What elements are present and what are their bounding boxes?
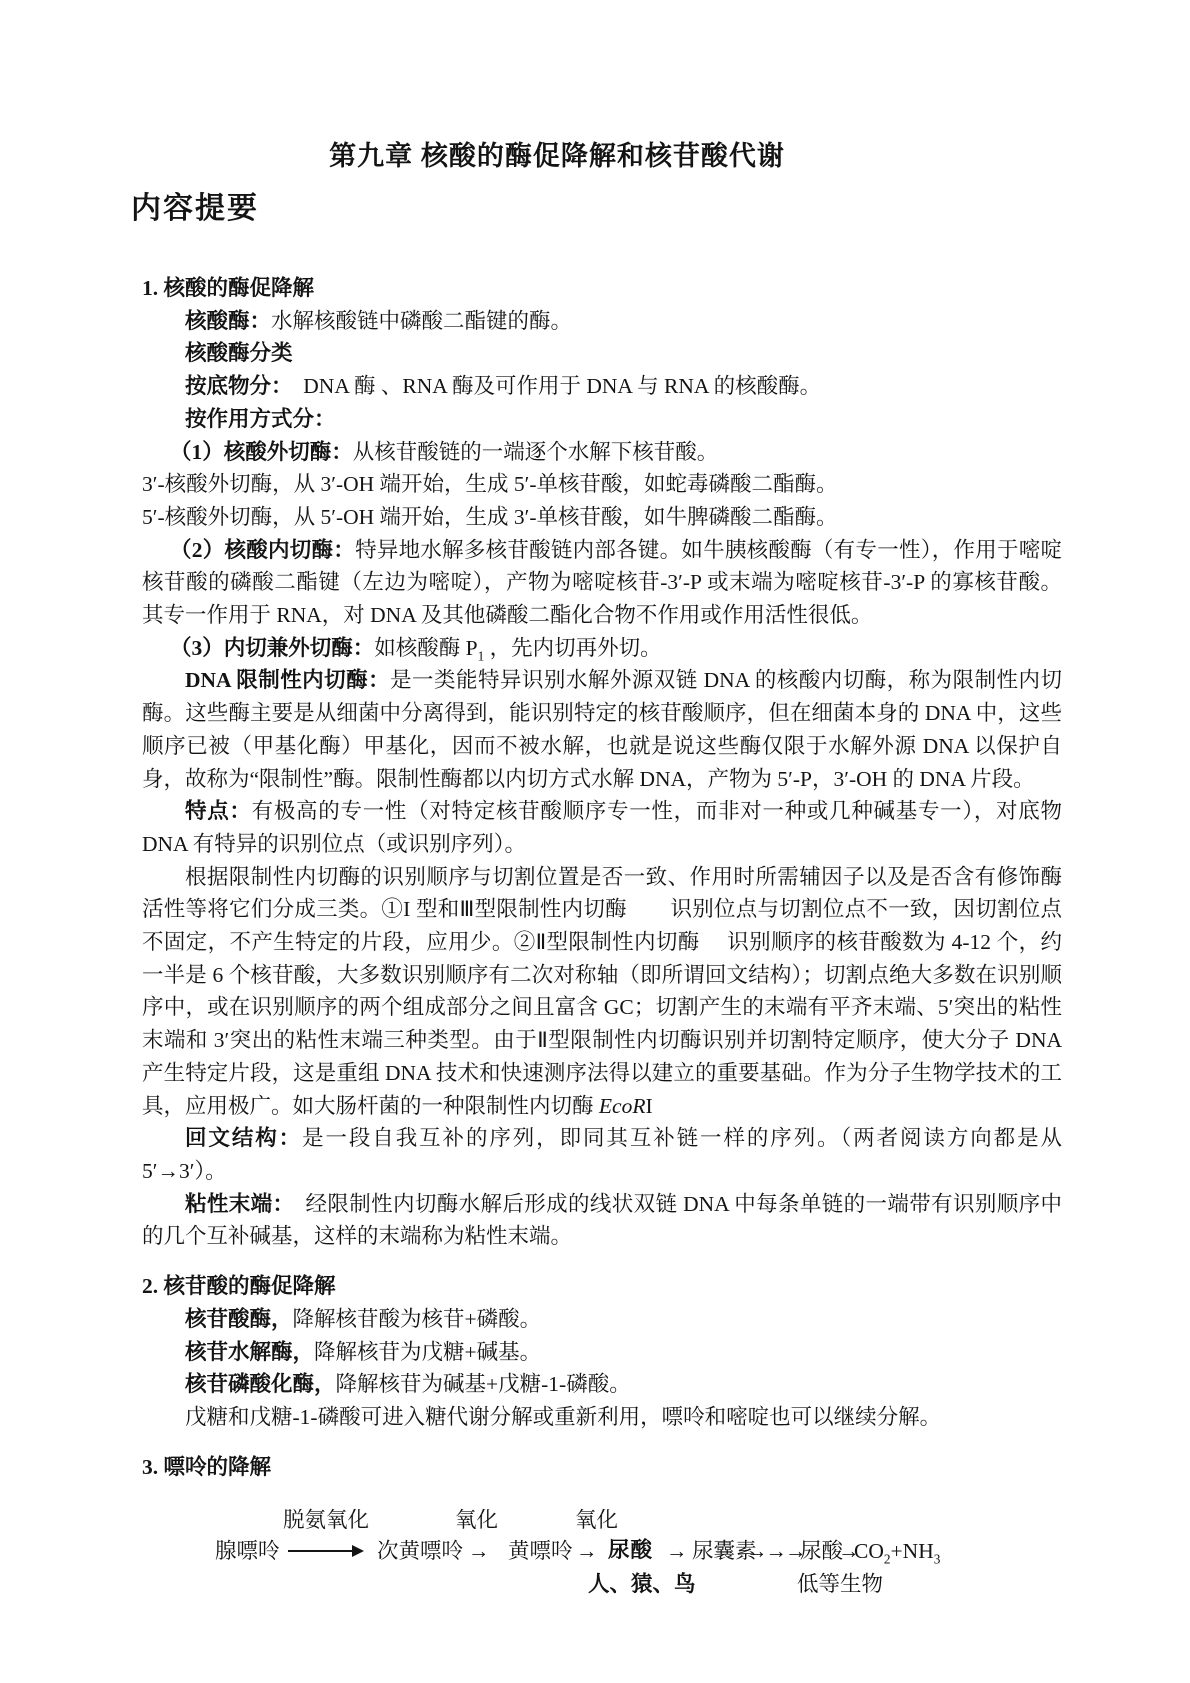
formula-co-subscript: 2	[883, 1551, 891, 1567]
text-segment: 根据限制性内切酶的识别顺序与切割位置是否一致、作用时所需辅因子以及是否含有修饰酶活性等将它们分成三类。①I 型和Ⅲ型限制性内切酶 识别位点与切割位点不一致，因切割位点不固定，不产生特定的片段，应用少。②Ⅱ型限制性内切酶 识别顺序的核苷酸数为 4-12 个，约一半是 6 个核苷酸，大多数识别顺序有二次对称轴（即所谓回文结构）；切割点绝大多数在识别顺序中，或在识别顺序的两个组成部分之间且富含 GC；切割产生的末端有平齐末端、5′突出的粘性末端和 3′突出的粘性末端三种类型。由于Ⅱ型限制性内切酶识别并切割特定顺序，使大分子 DNA 产生特定片段，这是重组 DNA 技术和快速测序法得以建立的重要基础。作为分子生物学技术的工具，应用极广。如大肠杆菌的一种限制性内切酶	[142, 864, 1062, 1118]
node-allantoin: 尿囊素	[692, 1539, 757, 1564]
formula-nh-subscript: 3	[933, 1551, 941, 1567]
para-nuclease-definition	[142, 305, 1062, 338]
text-segment: 1	[477, 648, 485, 664]
para-5prime-exonuclease	[142, 501, 1062, 534]
node-adenine: 腺嘌呤	[215, 1539, 280, 1564]
para-nucleotidase	[142, 1303, 1062, 1336]
heading-3-purine-degradation	[142, 1451, 1062, 1484]
para-features	[142, 795, 1062, 860]
para-endo-and-exo	[142, 632, 1062, 665]
text-segment: 特异地水解多核苷酸链内部各键。如牛胰核酸酶（有专一性），作用于嘧啶核苷酸的磷酸二酯键（左边为嘧啶），产物为嘧啶核苷-3′-P 或末端为嘧啶核苷-3′-P 的寡核苷酸。其专一作用于 RNA，对 DNA 及其他磷酸二酯化合物不作用或作用活性很低。	[142, 537, 1062, 628]
para-sticky-ends	[142, 1188, 1062, 1253]
text-segment: 核酸酶分类	[185, 341, 293, 366]
text-segment: （2）核酸内切酶：	[170, 537, 356, 562]
text-segment: 5′-核酸外切酶，从 5′-OH 端开始，生成 3′-单核苷酸，如牛脾磷酸二酯酶。	[142, 504, 838, 529]
node-xanthine: 黄嘌呤	[508, 1539, 573, 1564]
node-hypoxanthine: 次黄嘌呤	[377, 1539, 464, 1564]
text-segment: 回文结构：	[185, 1126, 303, 1151]
arrow-icon: →	[666, 1539, 688, 1564]
para-3prime-exonuclease	[142, 468, 1062, 501]
text-segment: 1. 核酸的酶促降解	[142, 276, 315, 300]
para-classify-by-substrate	[142, 370, 1062, 403]
purine-degradation-diagram	[142, 1497, 1062, 1605]
text-segment: EcoR	[598, 1093, 646, 1118]
text-segment: DNA 酶 、RNA 酶及可作用于 DNA 与 RNA 的核酸酶。	[281, 374, 822, 399]
text-segment: 按底物分：	[185, 374, 282, 399]
chapter-title: 第九章 核酸的酶促降解和核苷酸代谢	[329, 141, 785, 171]
diagram-label-deamination-oxidation: 脱氨氧化	[283, 1508, 370, 1533]
para-palindrome	[142, 1122, 1062, 1187]
arrow-icon: →	[576, 1539, 598, 1564]
formula-plus-nh: +NH	[890, 1539, 934, 1564]
para-exonuclease	[142, 436, 1062, 469]
text-segment: 水解核酸链中磷酸二酯键的酶。	[271, 308, 573, 333]
text-segment: 核苷磷酸化酶，	[185, 1372, 336, 1397]
node-co2-nh3-formula	[854, 1536, 940, 1566]
text-segment: DNA 限制性内切酶：	[185, 668, 391, 693]
text-segment: （1）核酸外切酶：	[170, 439, 353, 464]
arrow-icon: →	[468, 1539, 490, 1564]
para-dna-restriction-endonuclease	[142, 664, 1062, 795]
heading-1-nucleic-acid-enzymatic-degradation	[142, 272, 1062, 305]
text-segment: 降解核苷为碱基+戊糖-1-磷酸。	[335, 1372, 631, 1397]
summary-heading: 内容提要	[131, 192, 259, 225]
text-segment: 是一段自我互补的序列，即同其互补链一样的序列。（两者阅读方向都是从 5′→3′）。	[142, 1126, 1062, 1183]
text-segment: 3′-核酸外切酶，从 3′-OH 端开始，生成 5′-单核苷酸，如蛇毒磷酸二酯酶。	[142, 472, 838, 497]
long-arrow-icon	[288, 1543, 364, 1559]
text-segment: 核酸酶：	[185, 308, 272, 333]
text-segment: 有极高的专一性（对特定核苷酸顺序专一性，而非对一种或几种碱基专一），对底物 DNA 有特异的识别位点（或识别序列）。	[142, 799, 1062, 856]
arrow-head	[352, 1545, 364, 1557]
para-nuclease-classification	[142, 337, 1062, 370]
text-segment: 按作用方式分：	[185, 406, 336, 431]
text-segment: 是一类能特异识别水解外源双链 DNA 的核酸内切酶，称为限制性内切酶。这些酶主要是从细菌中分离得到，能识别特定的核苷酸顺序，但在细菌本身的 DNA 中，这些顺序已被（甲基化酶）甲基化，因而不被水解，也就是说这些酶仅限于水解外源 DNA 以保护自身，故称为“限制性”酶。限制性酶都以内切方式水解 DNA，产物为 5′-P，3′-OH 的 DNA 片段。	[142, 668, 1062, 791]
caption-lower-organisms: 低等生物	[797, 1572, 884, 1597]
text-segment: 降解核苷为戊糖+碱基。	[314, 1339, 542, 1364]
arrow-shaft	[288, 1550, 352, 1552]
text-segment: I	[645, 1093, 653, 1118]
para-pentose-reuse	[142, 1401, 1062, 1434]
arrow-icon: →	[838, 1539, 860, 1564]
para-three-types	[142, 861, 1062, 1123]
para-nucleosidase	[142, 1336, 1062, 1369]
text-segment: ，先内切再外切。	[484, 635, 662, 660]
text-segment: 如核酸酶 P	[374, 635, 478, 660]
text-segment: 3. 嘌呤的降解	[142, 1454, 272, 1479]
diagram-label-oxidation-1: 氧化	[455, 1508, 499, 1533]
text-segment: 特点：	[185, 799, 252, 824]
heading-2-nucleotide-enzymatic-degradation	[142, 1270, 1062, 1303]
formula-co: CO	[854, 1539, 884, 1564]
triple-arrow-icon: →→→	[746, 1539, 805, 1564]
text-segment: 从核苷酸链的一端逐个水解下核苷酸。	[352, 439, 719, 464]
para-endonuclease	[142, 534, 1062, 632]
document-content	[131, 0, 1062, 1605]
text-segment: 粘性末端：	[185, 1191, 284, 1216]
text-segment: 核苷水解酶，	[185, 1339, 315, 1364]
diagram-label-oxidation-2: 氧化	[575, 1508, 619, 1533]
text-segment: 2. 核苷酸的酶促降解	[142, 1274, 336, 1299]
document-body	[142, 272, 1062, 1483]
text-segment: 戊糖和戊糖-1-磷酸可进入糖代谢分解或重新利用，嘌呤和嘧啶也可以继续分解。	[185, 1404, 942, 1429]
text-segment: 核苷酸酶，	[185, 1306, 293, 1331]
text-segment: 经限制性内切酶水解后形成的线状双链 DNA 中每条单链的一端带有识别顺序中的几个互补碱基，这样的末端称为粘性末端。	[142, 1191, 1062, 1249]
text-segment: 降解核苷酸为核苷+磷酸。	[292, 1306, 542, 1331]
para-classify-by-mode	[142, 403, 1062, 436]
node-uric-acid: 尿酸	[608, 1538, 654, 1563]
caption-human-ape-bird: 人、猿、鸟	[588, 1572, 696, 1597]
text-segment: （3）内切兼外切酶：	[170, 635, 375, 660]
para-nucleoside-phosphorylase	[142, 1368, 1062, 1401]
node-uric-acid-2: 尿酸	[800, 1539, 844, 1564]
